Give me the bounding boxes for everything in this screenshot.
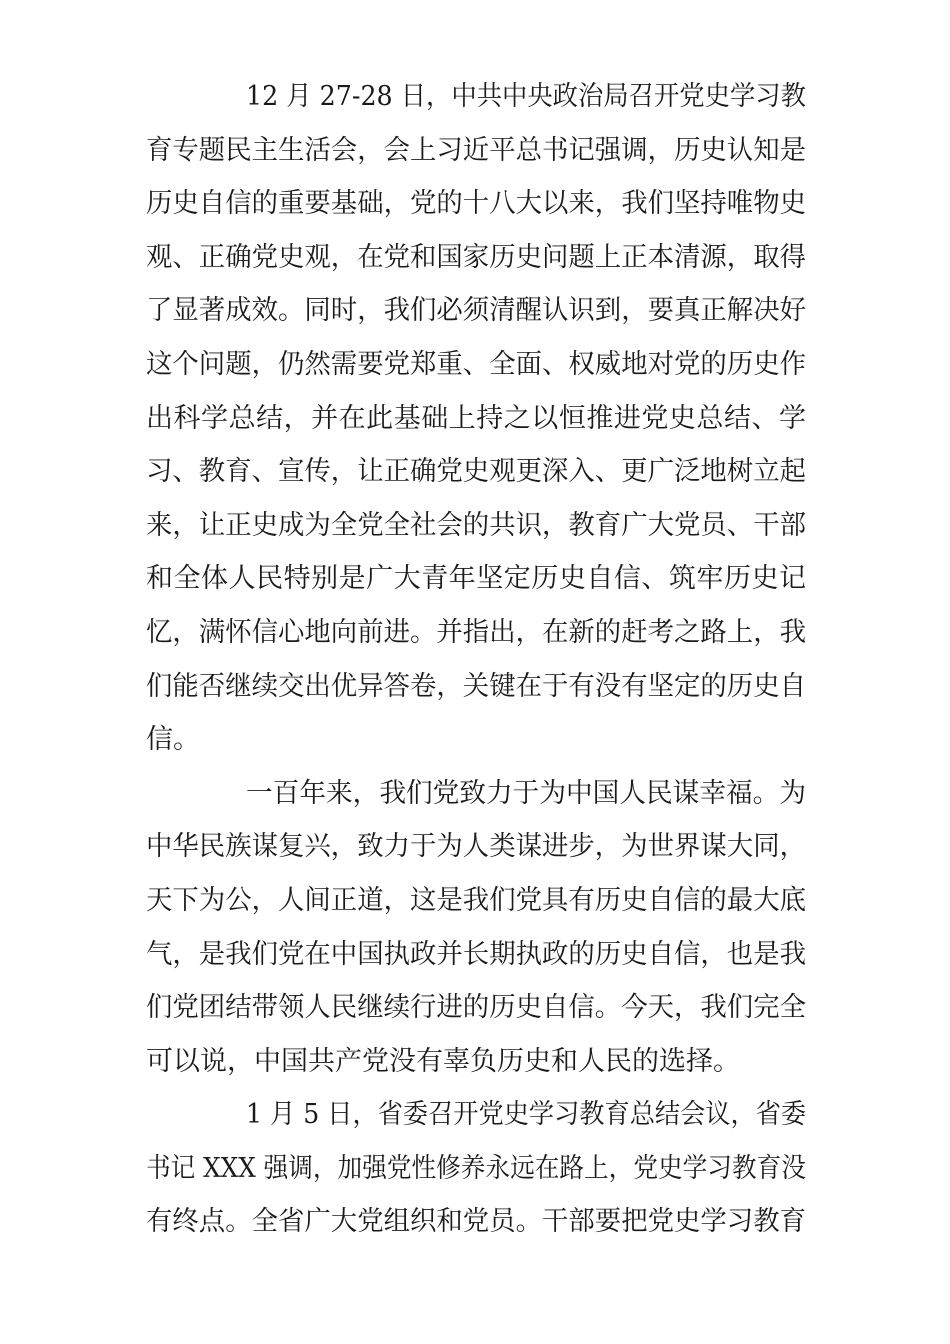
- text-line: 一百年来，我们党致力于为中国人民谋幸福。为: [246, 777, 806, 809]
- text-line: 们党团结带领人民继续行进的历史自信。今天，我们完全: [146, 992, 806, 1024]
- text-line: 育专题民主生活会，会上习近平总书记强调，历史认知是: [146, 134, 806, 166]
- paragraph-1-line-6: [146, 338, 806, 392]
- paragraph-1-line-13: [146, 713, 806, 767]
- paragraph-1-line-3: [146, 177, 806, 231]
- text-line: 可以说，中国共产党没有辜负历史和人民的选择。: [146, 1045, 740, 1077]
- paragraph-2-line-5: [146, 981, 806, 1035]
- paragraph-3-line-3: [146, 1195, 806, 1249]
- paragraph-1-line-2: [146, 124, 806, 178]
- paragraph-1-line-4: [146, 231, 806, 285]
- text-line: 和全体人民特别是广大青年坚定历史自信、筑牢历史记: [146, 563, 807, 595]
- paragraph-1-line-10: [146, 552, 806, 606]
- text-line: 有终点。全省广大党组织和党员。干部要把党史学习教育: [146, 1206, 806, 1238]
- text-line: 来，让正史成为全党全社会的共识，教育广大党员、干部: [146, 509, 806, 541]
- paragraph-2-line-6: [146, 1035, 806, 1089]
- text-line: 出科学总结，并在此基础上持之以恒推进党史总结、学: [146, 402, 807, 434]
- paragraph-2-line-2: [146, 820, 806, 874]
- text-line: 这个问题，仍然需要党郑重、全面、权威地对党的历史作: [146, 348, 806, 380]
- text-line: 忆，满怀信心地向前进。并指出，在新的赶考之路上，我: [146, 616, 806, 648]
- paragraph-3-line-1: [146, 1088, 806, 1142]
- paragraph-2-line-4: [146, 928, 806, 982]
- paragraph-2-line-3: [146, 874, 806, 928]
- document-body: [146, 70, 806, 1249]
- paragraph-1-line-9: [146, 499, 806, 553]
- paragraph-1-line-1: [146, 70, 806, 124]
- text-line: 习、教育、宣传，让正确党史观更深入、更广泛地树立起: [146, 456, 806, 488]
- paragraph-1-line-7: [146, 392, 806, 446]
- text-line: 气，是我们党在中国执政并长期执政的历史自信，也是我: [146, 938, 806, 970]
- text-line: 历史自信的重要基础，党的十八大以来，我们坚持唯物史: [146, 188, 806, 220]
- paragraph-1-line-8: [146, 445, 806, 499]
- paragraph-2-line-1: [146, 767, 806, 821]
- paragraph-1-line-5: [146, 284, 806, 338]
- text-line: 12 月 27-28 日，中共中央政治局召开党史学习教: [246, 81, 806, 112]
- text-line: 1 月 5 日，省委召开党史学习教育总结会议，省委: [246, 1099, 807, 1131]
- text-line: 中华民族谋复兴，致力于为人类谋进步，为世界谋大同，: [146, 831, 806, 863]
- text-line: 观、正确党史观，在党和国家历史问题上正本清源，取得: [146, 241, 806, 273]
- text-line: 天下为公，人间正道，这是我们党具有历史自信的最大底: [146, 884, 806, 916]
- text-line: 书记 XXX 强调，加强党性修养永远在路上，党史学习教育没: [146, 1152, 806, 1184]
- paragraph-3-line-2: [146, 1142, 806, 1196]
- paragraph-1-line-11: [146, 606, 806, 660]
- text-line: 了显著成效。同时，我们必须清醒认识到，要真正解决好: [146, 295, 806, 327]
- text-line: 信。: [146, 724, 200, 756]
- paragraph-1-line-12: [146, 660, 806, 714]
- text-line: 们能否继续交出优异答卷，关键在于有没有坚定的历史自: [146, 670, 806, 702]
